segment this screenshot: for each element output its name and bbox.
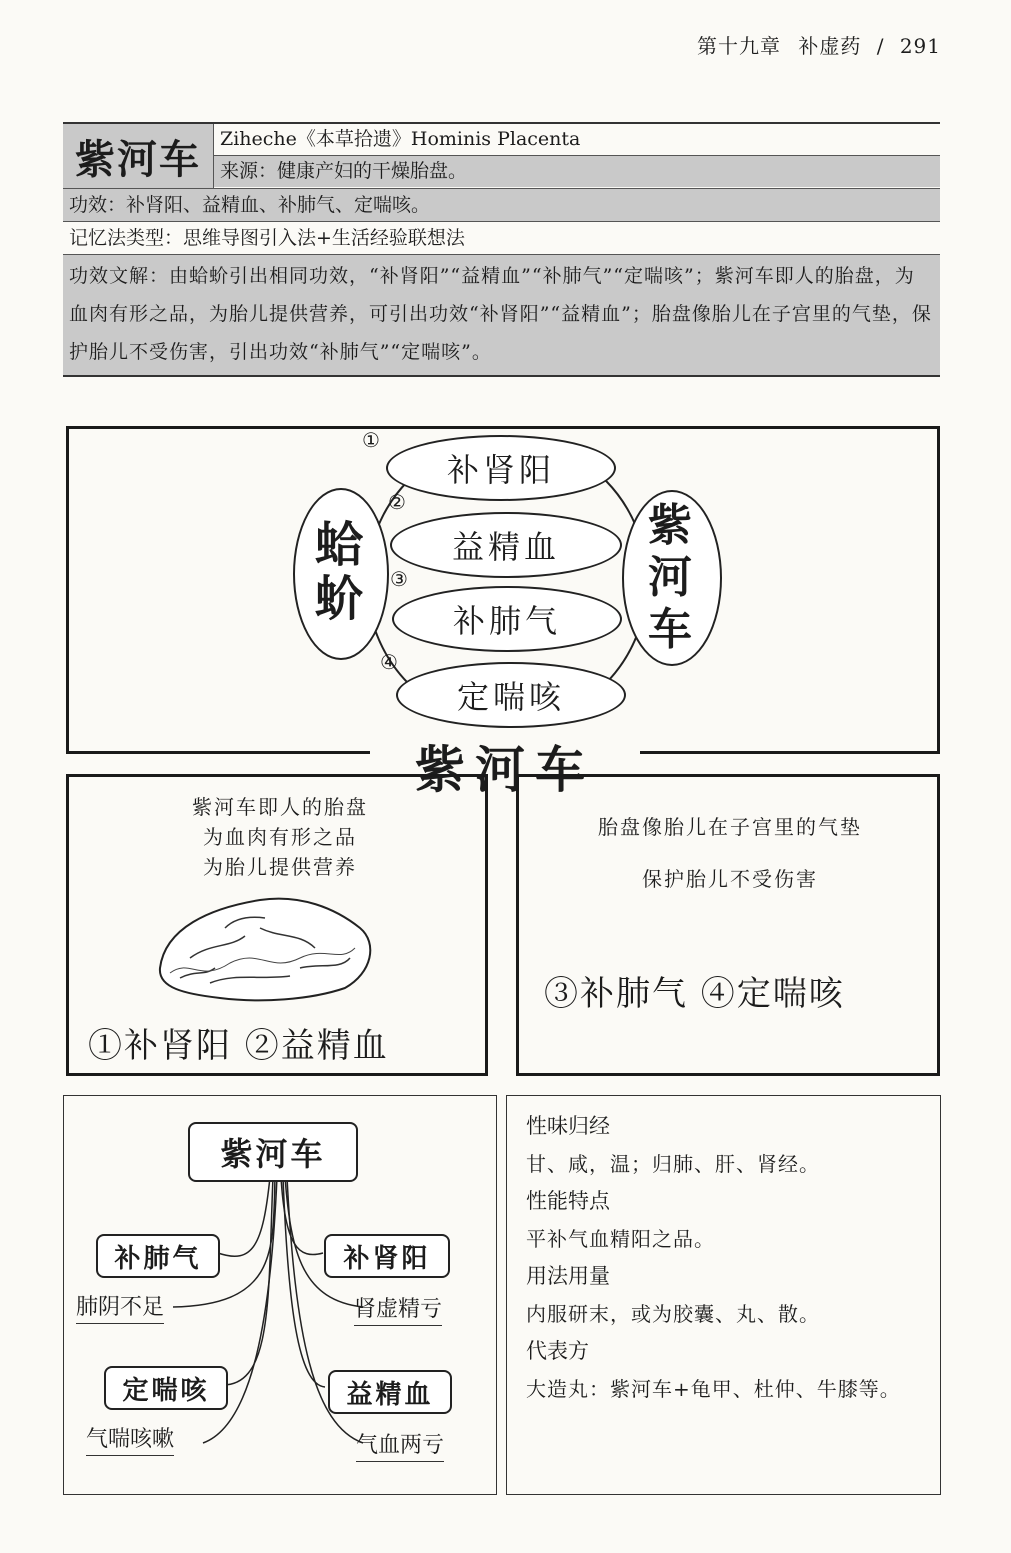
mindmap-sub-1: 肺阴不足 — [76, 1290, 164, 1324]
memory-type-text: 记忆法类型：思维导图引入法+生活经验联想法 — [63, 222, 940, 255]
chapter-label: 第十九章 — [696, 34, 781, 58]
diagram-title: 紫河车 — [378, 730, 632, 802]
formula-text: 大造丸：紫河车+龟甲、杜仲、牛膝等。 — [526, 1377, 901, 1401]
mindmap-branch-3: 定喘咳 — [104, 1366, 228, 1410]
source-text: 来源：健康产妇的干燥胎盘。 — [214, 155, 940, 187]
mindmap-root: 紫河车 — [188, 1122, 358, 1182]
left-caption-line-3: 为胎儿提供营养 — [203, 855, 357, 879]
right-result: ③补肺气 ④定喘咳 — [544, 974, 845, 1014]
taste-heading: 性味归经 — [526, 1114, 610, 1138]
page-number: 291 — [899, 34, 941, 58]
item-1-number: ① — [362, 428, 380, 452]
mindmap-branch-2: 补肾阳 — [324, 1234, 450, 1278]
latin-name: Ziheche《本草拾遗》Hominis Placenta — [220, 128, 581, 150]
taste-text: 甘、咸，温；归肺、肝、肾经。 — [526, 1152, 820, 1176]
item-4-number: ④ — [380, 650, 398, 674]
usage-heading: 用法用量 — [526, 1264, 610, 1288]
item-4-oval: 定喘咳 — [396, 662, 626, 728]
item-3-oval: 补肺气 — [392, 586, 622, 652]
mindmap-branch-4: 益精血 — [328, 1370, 452, 1414]
left-caption — [120, 792, 440, 882]
usage-text: 内服研末，或为胶囊、丸、散。 — [526, 1302, 820, 1326]
formula-heading: 代表方 — [526, 1339, 589, 1363]
left-caption-line-2: 为血肉有形之品 — [203, 825, 357, 849]
feature-heading: 性能特点 — [526, 1189, 610, 1213]
right-caption-line-2: 保护胎儿不受伤害 — [642, 867, 818, 891]
section-label: 补虚药 — [798, 34, 862, 58]
item-2-oval: 益精血 — [390, 512, 622, 578]
efficacy-text: 功效：补肾阳、益精血、补肺气、定喘咳。 — [63, 189, 940, 222]
item-1-oval: 补肾阳 — [386, 435, 616, 501]
left-result: ①补肾阳 ②益精血 — [88, 1026, 389, 1066]
explanation-text: 功效文解：由蛤蚧引出相同功效，“补肾阳”“益精血”“补肺气”“定喘咳”；紫河车即人的胎盘，为血肉有形之品，为胎儿提供营养，可引出功效“补肾阳”“益精血”；胎盘像胎儿在子宫里的气垫，保护胎儿不受伤害，引出功效“补肺气”“定喘咳”。 — [63, 255, 940, 375]
mindmap-sub-3: 气喘咳嗽 — [86, 1422, 174, 1456]
right-caption-line-1: 胎盘像胎儿在子宫里的气垫 — [598, 815, 862, 839]
left-herb-label: 蛤蚧 — [314, 517, 363, 627]
placenta-illustration — [150, 888, 380, 1008]
mindmap-sub-4: 气血两亏 — [356, 1428, 444, 1462]
herb-name: 紫河车 — [63, 124, 214, 188]
header-separator: / — [876, 34, 885, 58]
item-2-number: ② — [388, 490, 406, 514]
mindmap-sub-2: 肾虚精亏 — [354, 1292, 442, 1326]
left-caption-line-1: 紫河车即人的胎盘 — [192, 795, 368, 819]
feature-text: 平补气血精阳之品。 — [526, 1227, 715, 1251]
mindmap-branch-1: 补肺气 — [96, 1234, 220, 1278]
right-herb-label: 紫河车 — [648, 500, 692, 655]
properties-panel — [526, 1108, 926, 1408]
item-3-number: ③ — [390, 567, 408, 591]
